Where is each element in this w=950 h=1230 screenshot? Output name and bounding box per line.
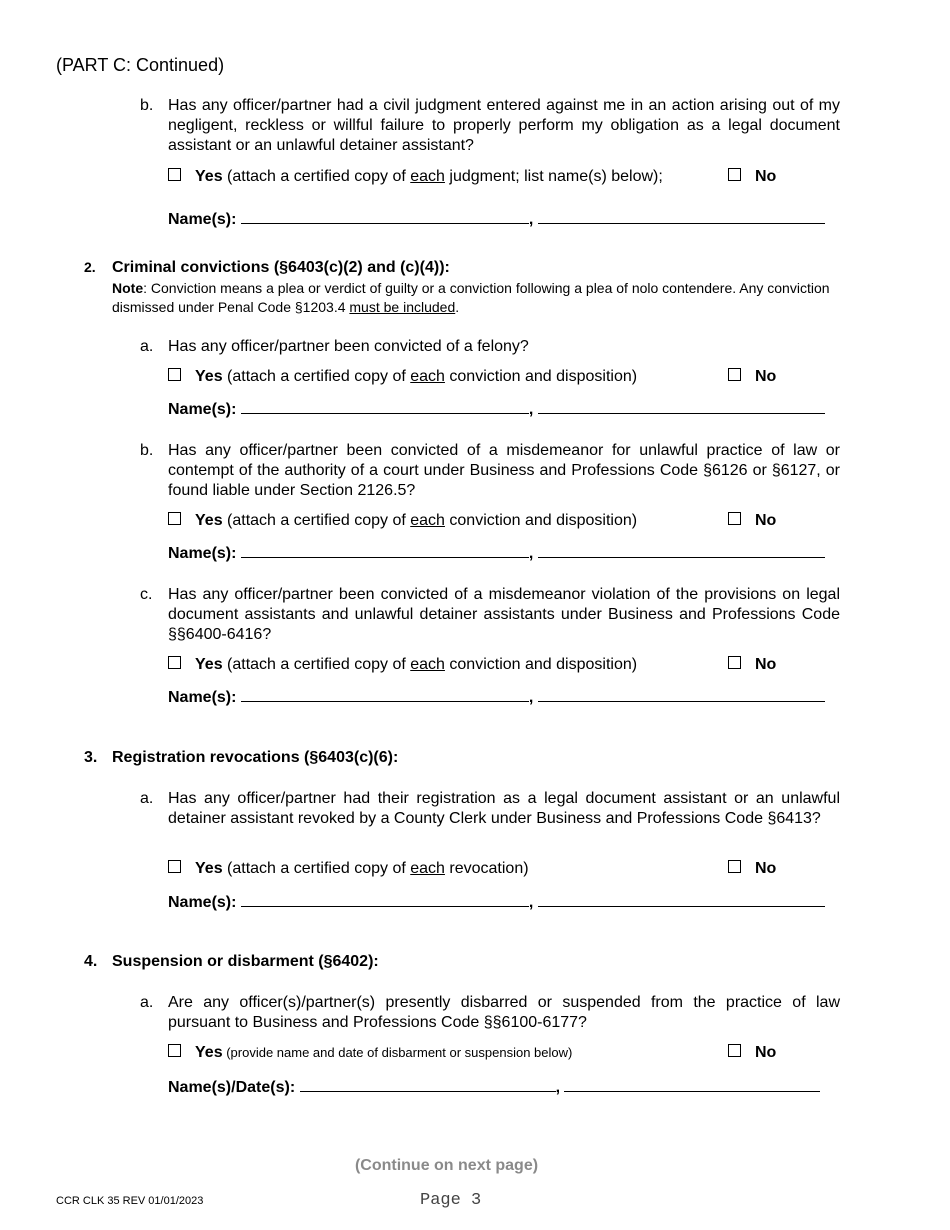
no-checkbox[interactable]	[728, 368, 741, 381]
yes-checkbox[interactable]	[168, 860, 181, 873]
no-label: No	[755, 860, 777, 877]
name-field-1[interactable]	[241, 687, 529, 702]
yes-option[interactable]	[168, 167, 663, 187]
question-letter: b.	[140, 97, 154, 114]
yes-instruction: (attach a certified copy of	[222, 860, 411, 877]
yes-label: Yes	[195, 656, 223, 673]
continue-note: (Continue on next page)	[354, 1157, 539, 1174]
name-date-field-1[interactable]	[300, 1077, 556, 1092]
question-letter: a.	[140, 338, 154, 355]
yes-checkbox[interactable]	[168, 512, 181, 525]
page-number: Page 3	[420, 1191, 482, 1210]
note-text: : Conviction means a plea or verdict of guilty or a conviction following a plea of nolo contendere. Any conviction dismissed under Penal Code §1203.4	[112, 280, 830, 315]
yes-instruction-emphasis: each	[410, 512, 445, 529]
yes-label: Yes	[195, 168, 223, 185]
note-emphasis: must be included	[349, 299, 456, 315]
yes-option[interactable]	[168, 367, 637, 387]
yes-instruction-emphasis: each	[410, 368, 445, 385]
yes-instruction: (provide name and date of disbarment or suspension below)	[222, 1045, 573, 1060]
question-2c	[140, 585, 840, 645]
yes-instruction-end: conviction and disposition)	[444, 512, 638, 529]
section-title: Registration revocations (§6403(c)(6):	[112, 749, 399, 766]
question-1b	[140, 96, 840, 156]
section-2-note	[112, 279, 840, 317]
section-title: Criminal convictions (§6403(c)(2) and (c)(4)):	[112, 259, 450, 276]
names-label: Name(s):	[168, 689, 237, 706]
form-number: CCR CLK 35 REV 01/01/2023	[56, 1195, 204, 1207]
no-checkbox[interactable]	[728, 656, 741, 669]
section-2-heading	[84, 259, 450, 277]
no-checkbox[interactable]	[728, 512, 741, 525]
section-3-heading	[84, 749, 398, 767]
yes-instruction-end: conviction and disposition)	[444, 368, 638, 385]
yes-option[interactable]	[168, 655, 637, 675]
name-field-1[interactable]	[241, 892, 529, 907]
yes-instruction: (attach a certified copy of	[222, 656, 411, 673]
no-label: No	[755, 168, 777, 185]
yes-checkbox[interactable]	[168, 368, 181, 381]
section-4-heading	[84, 953, 379, 971]
name-field-1[interactable]	[241, 543, 529, 558]
names-label: Name(s):	[168, 894, 237, 911]
yes-instruction: (attach a certified copy of	[222, 368, 411, 385]
question-letter: c.	[140, 586, 153, 603]
no-label: No	[755, 368, 777, 385]
names-row-2b: Name(s): ,	[168, 543, 825, 563]
yes-label: Yes	[195, 512, 223, 529]
question-letter: a.	[140, 994, 154, 1011]
names-label: Name(s):	[168, 545, 237, 562]
question-letter: b.	[140, 442, 154, 459]
yes-instruction-end: conviction and disposition)	[444, 656, 638, 673]
question-3a	[140, 789, 840, 829]
question-text: Has any officer/partner had a civil judgment entered against me in an action arising out of my negligent, reckless or willful failure to properly perform my obligation as a legal document assistant or an unlawful detainer assistant?	[168, 97, 840, 154]
name-date-field-2[interactable]	[564, 1077, 820, 1092]
section-number: 4.	[84, 953, 98, 970]
no-label: No	[755, 1044, 777, 1061]
yes-checkbox[interactable]	[168, 168, 181, 181]
no-checkbox[interactable]	[728, 1044, 741, 1057]
question-2a	[140, 337, 840, 357]
name-field-2[interactable]	[538, 209, 825, 224]
no-option[interactable]	[728, 655, 776, 675]
names-dates-row-4a: Name(s)/Date(s): ,	[168, 1077, 820, 1097]
section-number: 3.	[84, 749, 98, 766]
name-field-1[interactable]	[241, 209, 529, 224]
yes-checkbox[interactable]	[168, 1044, 181, 1057]
no-checkbox[interactable]	[728, 168, 741, 181]
note-end: .	[455, 299, 460, 315]
yes-instruction-emphasis: each	[410, 860, 445, 877]
yes-checkbox[interactable]	[168, 656, 181, 669]
no-label: No	[755, 656, 777, 673]
no-option[interactable]	[728, 1043, 776, 1063]
names-row-3a: Name(s): ,	[168, 892, 825, 912]
yes-instruction-end: judgment; list name(s) below);	[444, 168, 663, 185]
yes-label: Yes	[195, 368, 223, 385]
no-option[interactable]	[728, 859, 776, 879]
yes-option[interactable]	[168, 1043, 572, 1063]
names-row-2c: Name(s): ,	[168, 687, 825, 707]
name-field-1[interactable]	[241, 399, 529, 414]
names-label: Name(s):	[168, 211, 237, 228]
name-field-2[interactable]	[538, 399, 825, 414]
no-option[interactable]	[728, 167, 776, 187]
question-text: Has any officer/partner been convicted of a misdemeanor violation of the provisions on legal document assistants and unlawful detainer assistants under Business and Professions Code §§6400-6416?	[168, 586, 840, 643]
question-2b	[140, 441, 840, 501]
note-label: Note	[112, 280, 144, 296]
no-option[interactable]	[728, 511, 776, 531]
name-field-2[interactable]	[538, 892, 825, 907]
section-title: Suspension or disbarment (§6402):	[112, 953, 379, 970]
part-label: (PART C: Continued)	[56, 55, 225, 75]
name-field-2[interactable]	[538, 543, 825, 558]
names-row-1b: Name(s): ,	[168, 209, 825, 229]
names-label: Name(s):	[168, 401, 237, 418]
question-text: Are any officer(s)/partner(s) presently disbarred or suspended from the practice of law pursuant to Business and Professions Code §§6100-6177?	[168, 994, 840, 1031]
yes-option[interactable]	[168, 859, 529, 879]
yes-instruction: (attach a certified copy of	[222, 168, 411, 185]
yes-label: Yes	[195, 860, 223, 877]
yes-instruction-end: revocation)	[444, 860, 529, 877]
no-checkbox[interactable]	[728, 860, 741, 873]
question-4a	[140, 993, 840, 1033]
yes-instruction-emphasis: each	[410, 656, 445, 673]
yes-instruction: (attach a certified copy of	[222, 512, 411, 529]
question-text: Has any officer/partner been convicted of a misdemeanor for unlawful practice of law or contempt of the authority of a court under Business and Professions Code §6126 or §6127, or found liable under Section 2126.5?	[168, 442, 840, 499]
no-option[interactable]	[728, 367, 776, 387]
question-text: Has any officer/partner had their registration as a legal document assistant or an unlawful detainer assistant revoked by a County Clerk under Business and Professions Code §6413?	[168, 790, 840, 827]
question-letter: a.	[140, 790, 154, 807]
no-label: No	[755, 512, 777, 529]
yes-label: Yes	[195, 1044, 223, 1061]
name-field-2[interactable]	[538, 687, 825, 702]
section-number: 2.	[84, 259, 96, 275]
question-text: Has any officer/partner been convicted of a felony?	[168, 338, 529, 355]
names-row-2a: Name(s): ,	[168, 399, 825, 419]
yes-option[interactable]	[168, 511, 637, 531]
yes-instruction-emphasis: each	[410, 168, 445, 185]
names-dates-label: Name(s)/Date(s):	[168, 1079, 296, 1096]
